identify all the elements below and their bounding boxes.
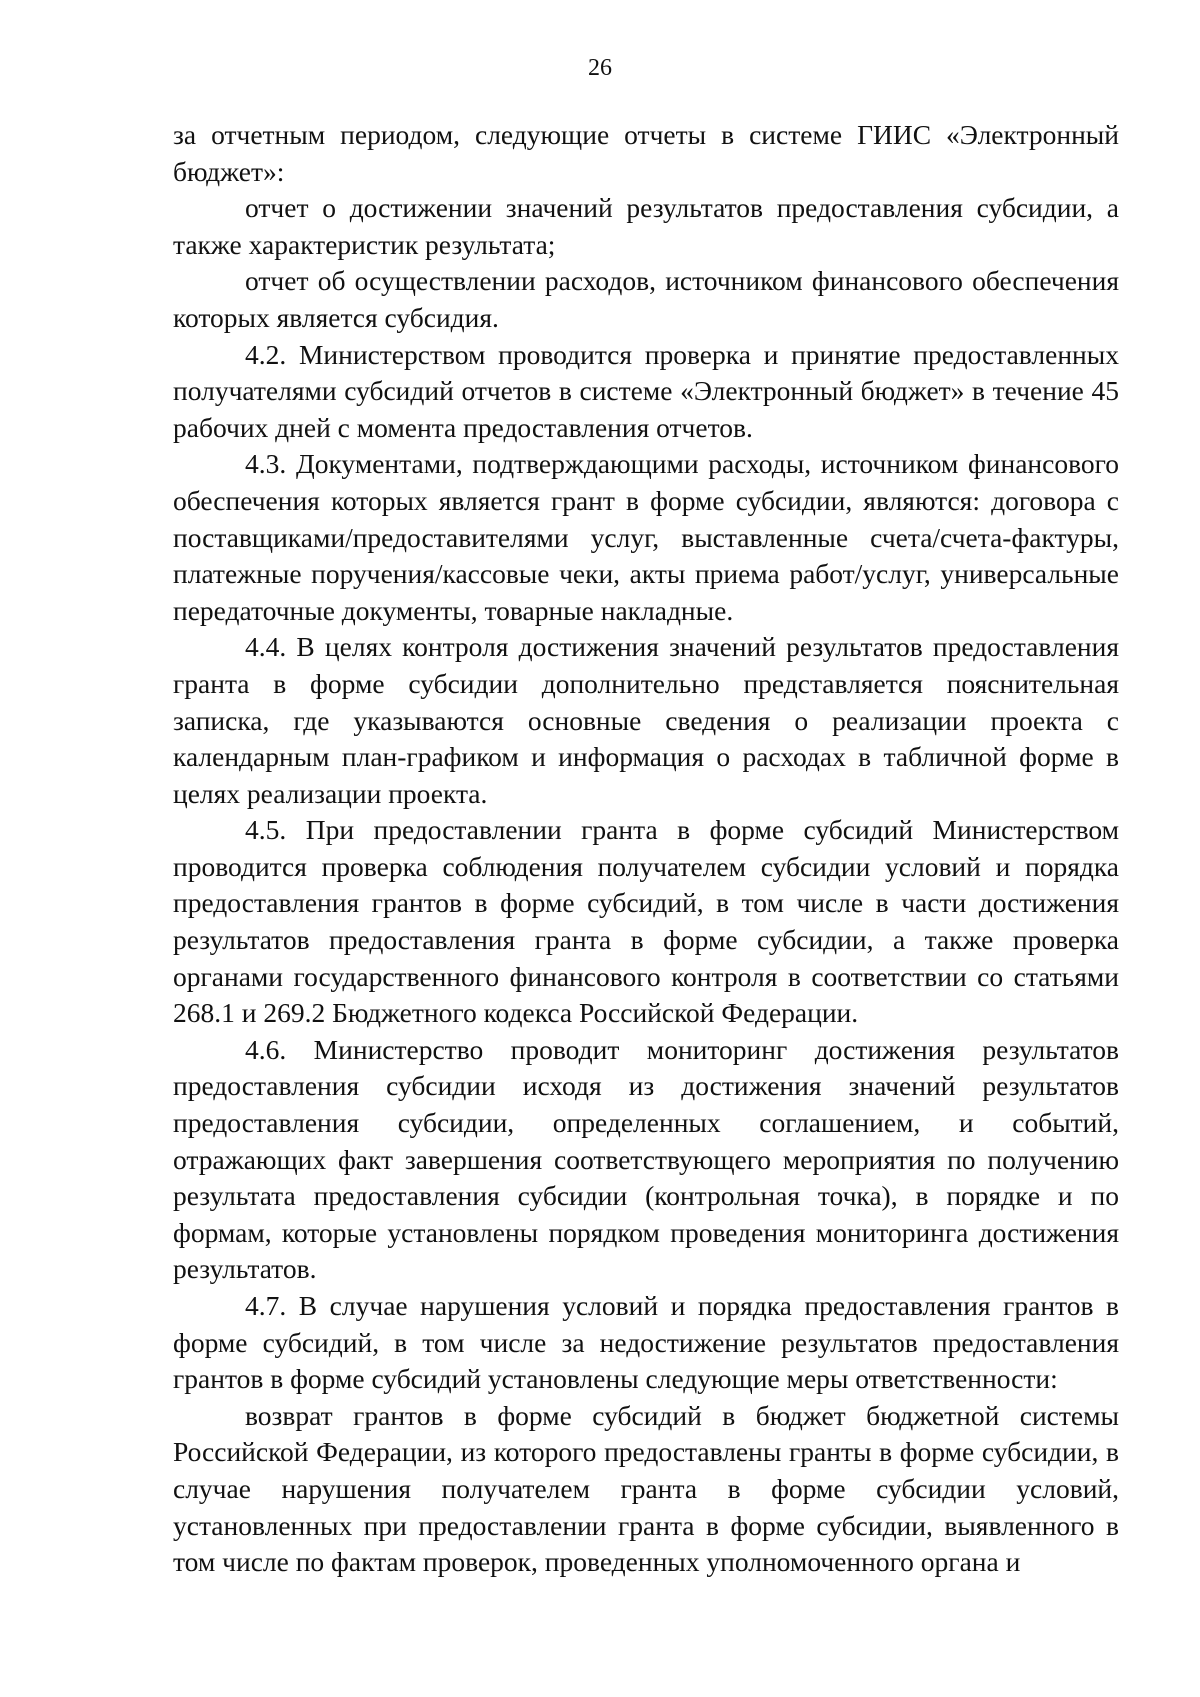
page-number: 26 — [588, 55, 612, 81]
paragraph-4-7: 4.7. В случае нарушения условий и порядка предоставления грантов в форме субсидий, в том числе за недостижение результатов предоставления грантов в форме субсидий установлены следующие меры ответственности: — [173, 1290, 1119, 1395]
document-body — [173, 117, 1119, 1581]
paragraph-4-4: 4.4. В целях контроля достижения значений результатов предоставления гранта в форме субсидии дополнительно представляется пояснительная записка, где указываются основные сведения о реализации проекта с календарным план-графиком и информация о расходах в табличной форме в целях реализации проекта. — [173, 631, 1119, 809]
paragraph-4-5: 4.5. При предоставлении гранта в форме субсидий Министерством проводится проверка соблюдения получателем субсидии условий и порядка предоставления грантов в форме субсидий, в том числе в части достижения результатов предоставления гранта в форме субсидии, а также проверка органами государственного финансового контроля в соответствии со статьями 268.1 и 269.2 Бюджетного кодекса Российской Федерации. — [173, 814, 1119, 1029]
paragraph-report-expenses: отчет об осуществлении расходов, источником финансового обеспечения которых является субсидия. — [173, 265, 1119, 333]
paragraph-report-results: отчет о достижении значений результатов предоставления субсидии, а также характеристик результата; — [173, 192, 1119, 260]
paragraph-continuation: за отчетным периодом, следующие отчеты в системе ГИИС «Электронный бюджет»: — [173, 119, 1119, 187]
paragraph-grant-return: возврат грантов в форме субсидий в бюджет бюджетной системы Российской Федерации, из которого предоставлены гранты в форме субсидии, в случае нарушения получателем гранта в форме субсидии условий, установленных при предоставлении гранта в форме субсидии, выявленного в том числе по фактам проверок, проведенных уполномоченного органа и — [173, 1399, 1119, 1578]
paragraph-4-3: 4.3. Документами, подтверждающими расходы, источником финансового обеспечения которых является грант в форме субсидии, являются: договора с поставщиками/предоставителями услуг, выставленные счета/счета-фактуры, платежные поручения/кассовые чеки, акты приема работ/услуг, универсальные передаточные документы, товарные накладные. — [173, 448, 1119, 626]
paragraph-4-2: 4.2. Министерством проводится проверка и принятие предоставленных получателями субсидий отчетов в системе «Электронный бюджет» в течение 45 рабочих дней с момента предоставления отчетов. — [173, 338, 1119, 443]
paragraph-4-6: 4.6. Министерство проводит мониторинг достижения результатов предоставления субсидии исходя из достижения значений результатов предоставления субсидии, определенных соглашением, и событий, отражающих факт завершения соответствующего мероприятия по получению результата предоставления субсидии (контрольная точка), в порядке и по формам, которые установлены порядком проведения мониторинга достижения результатов. — [173, 1033, 1119, 1285]
